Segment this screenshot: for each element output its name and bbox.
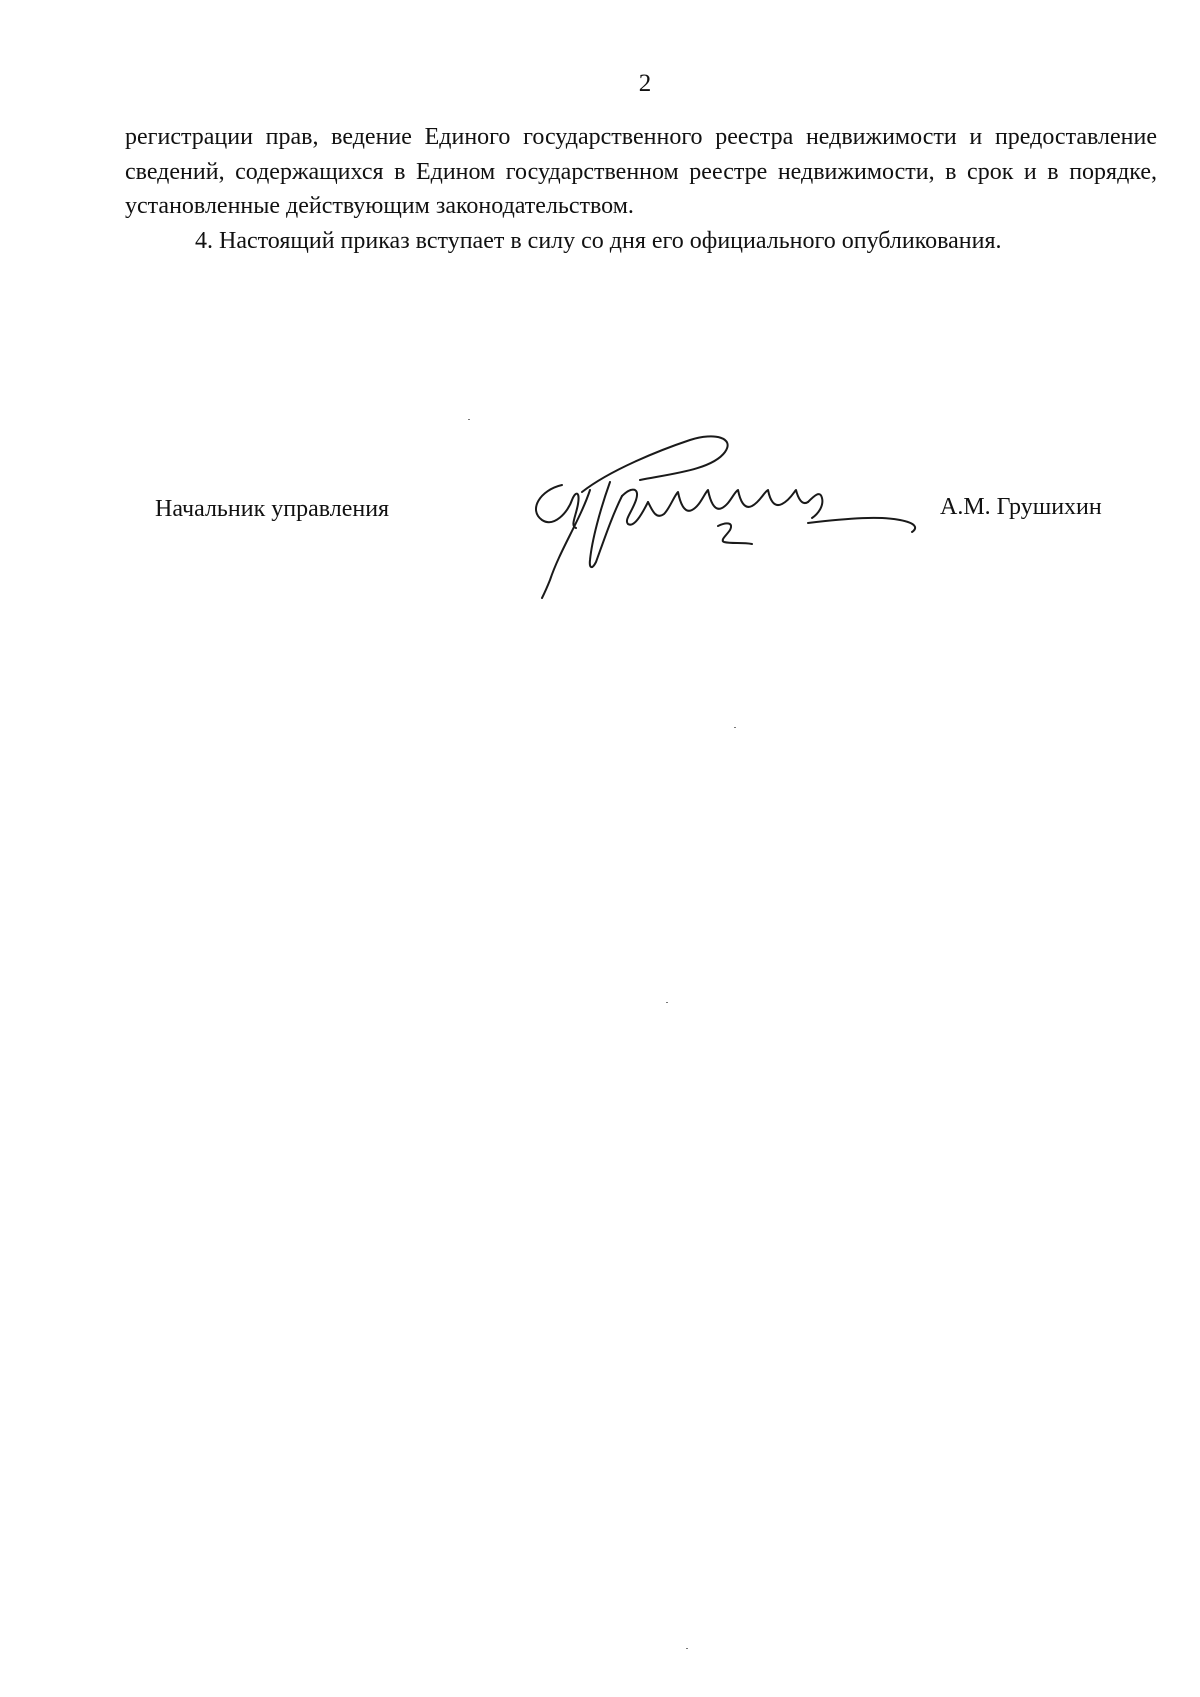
signature-block — [0, 430, 1200, 620]
handwritten-signature-icon — [520, 430, 1000, 620]
paragraph-continuation: регистрации прав, ведение Единого государственного реестра недвижимости и предоставление сведений, содержащихся в Едином государственном реестре недвижимости, в срок и в порядке, установленные действующим законодательством. — [125, 124, 1157, 219]
signer-position: Начальник управления — [155, 496, 390, 522]
scan-speck — [468, 419, 470, 420]
scan-speck — [686, 1648, 688, 1649]
document-body — [125, 120, 1157, 258]
page-number: 2 — [638, 70, 652, 97]
signer-name: А.М. Грушихин — [940, 494, 1102, 520]
scan-speck — [666, 1002, 668, 1003]
paragraph-item-4: 4. Настоящий приказ вступает в силу со дня его официального опубликования. — [195, 227, 1002, 254]
scan-speck — [734, 727, 736, 728]
